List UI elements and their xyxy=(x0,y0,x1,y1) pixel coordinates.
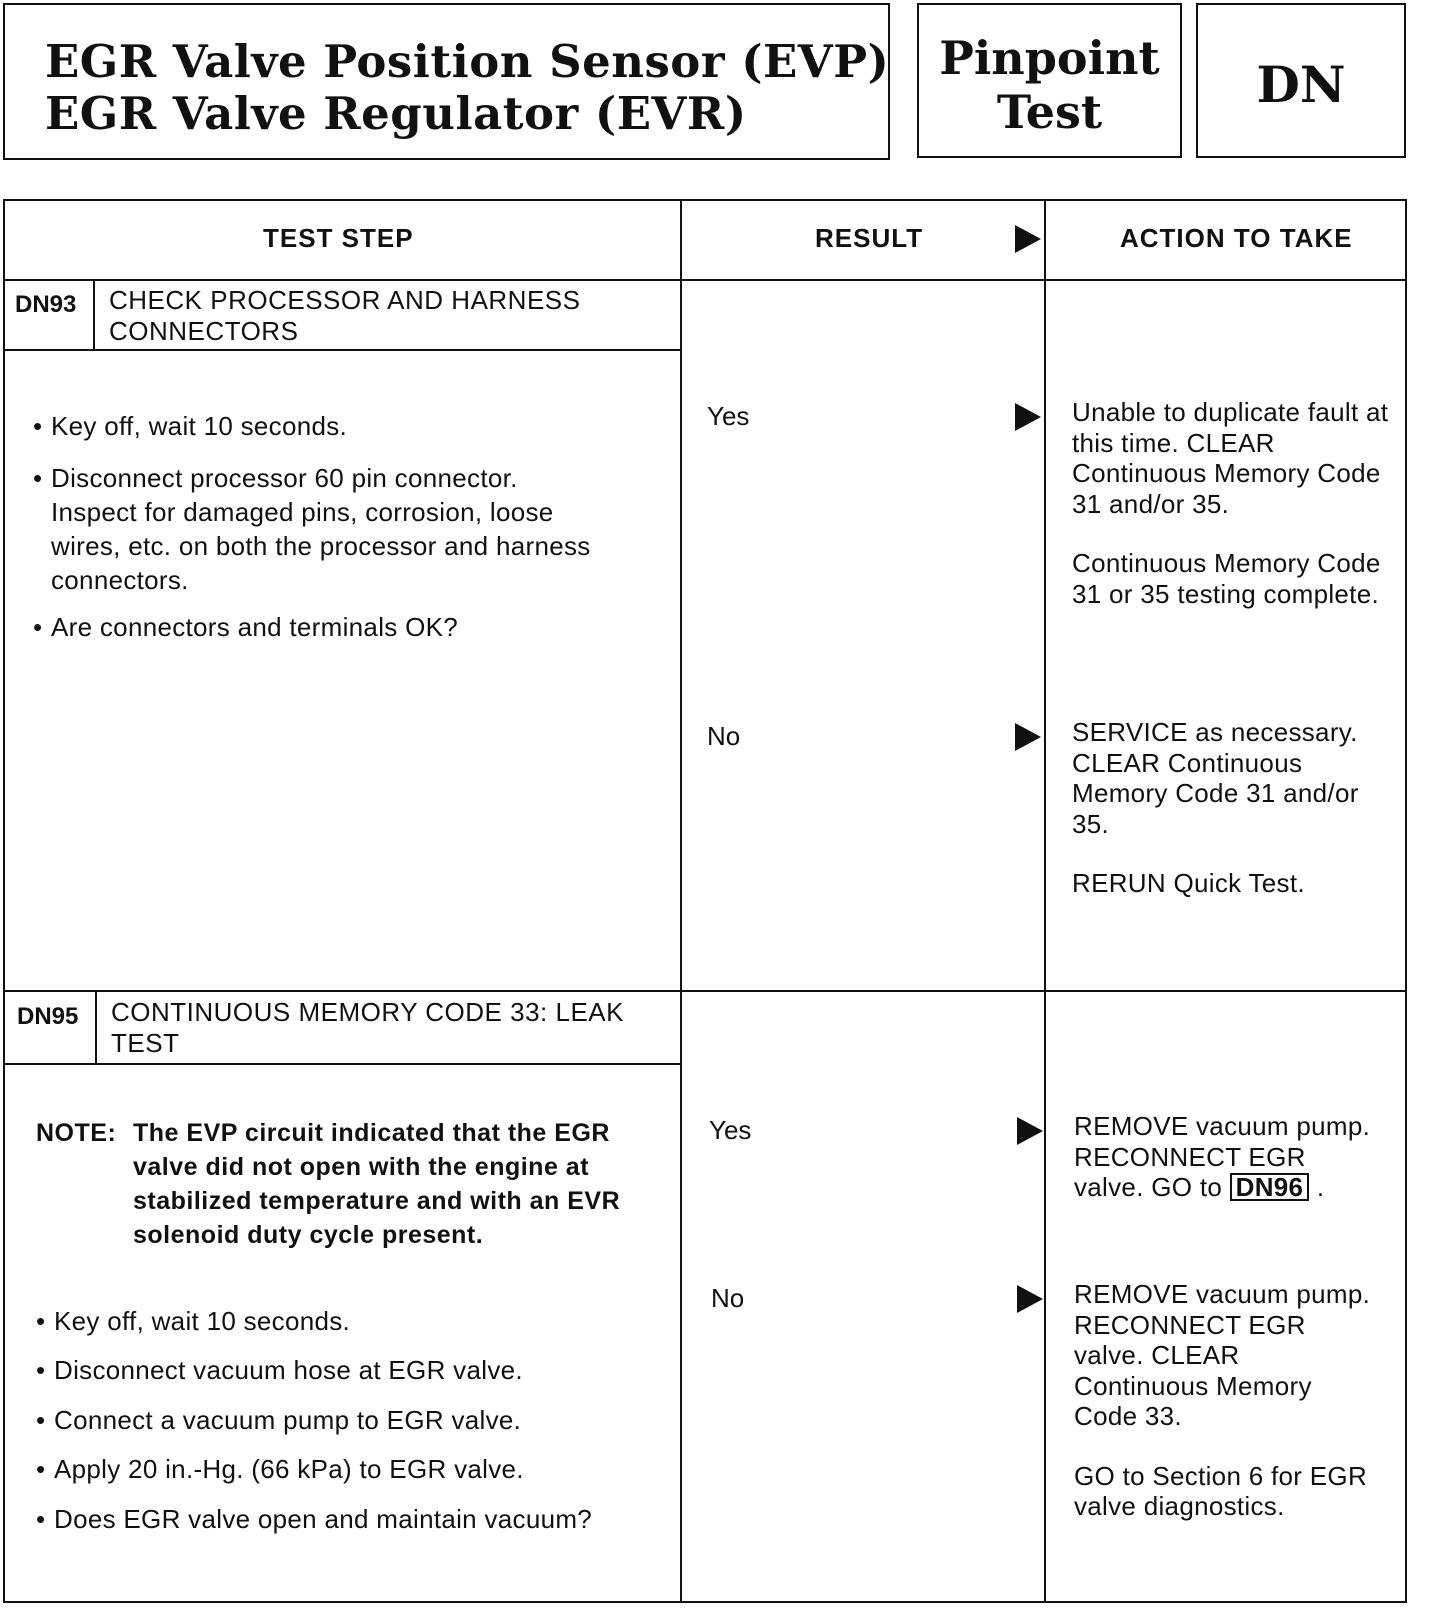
step-id-dn93: DN93 xyxy=(15,291,77,318)
pinpoint-table: TEST STEP RESULT ACTION TO TAKE DN93 CHECK PROCESSOR AND HARNESS CONNECTORS • Key off, wait 10 seconds. • Disconnect processor 60 pin connector. Inspect for damaged pins, corrosion, loose wires, etc. on both the processor and harness connectors. • Are connectors and terminals OK? Yes Unable to duplicate fault at this time. CLEAR Continuous Memory Code 31 and/or 35. Continuous Memory Code 31 or 35 testing complete. No SERVICE as necessary. CLEAR Continuous Memory Code 31 and/or 35. RERUN Quick Test. DN95 CONTINUOUS MEMORY CODE 33: LEAK TEST NOTE: The EVP circuit indicated that the EGR valve did not open with the engine at stabilized temperature and with an EVR solenoid duty cycle present. • Key off, wait 10 seconds. • Disconnect vacuum hose at EGR valve. • Connect a vacuum pump to EGR valve. • Apply 20 in.-Hg. (66 kPa) to EGR valve. • Does EGR valve open and maintain vacuum? Yes REMOVE vacuum pump. RECONNECT EGR valve. GO to DN96 . No REMOVE vacuum pump. RECONNECT EGR valve. CLEAR Continuous Memory Code 33. GO to Section 6 for EGR valve diagnostics. xyxy=(3,199,1407,1603)
header-divider xyxy=(5,279,1405,281)
test-code: DN xyxy=(1256,55,1346,114)
dn95-no-arrow-icon xyxy=(1017,1285,1043,1313)
header-result: RESULT xyxy=(815,223,924,253)
dn95-action-no-text: REMOVE vacuum pump. RECONNECT EGR valve. CLEAR Continuous Memory Code 33. xyxy=(1074,1279,1371,1431)
pinpoint-label: Pinpoint xyxy=(939,31,1160,85)
dn95-note-label: NOTE: xyxy=(36,1119,117,1147)
pinpoint-test-box xyxy=(917,3,1182,158)
header-action: ACTION TO TAKE xyxy=(1120,223,1353,253)
step-title-dn95-line-1: CONTINUOUS MEMORY CODE 33: LEAK xyxy=(111,997,624,1027)
title-line-2: EGR Valve Regulator (EVR) xyxy=(45,87,747,140)
dn93-result-no: No xyxy=(707,721,741,751)
dn95-yes-arrow-icon xyxy=(1017,1117,1043,1145)
step-title-dn93-line-1: CHECK PROCESSOR AND HARNESS xyxy=(109,285,581,315)
title-box xyxy=(3,3,890,160)
step-title-dn93 xyxy=(109,285,580,347)
dn93-action-yes-text-2: Continuous Memory Code 31 or 35 testing complete. xyxy=(1072,548,1381,609)
dn95-id-divider xyxy=(95,990,97,1063)
dn93-id-divider xyxy=(93,279,95,349)
dn93-result-yes: Yes xyxy=(707,401,750,431)
dn93-yes-arrow-icon xyxy=(1015,403,1041,431)
title-line-1: EGR Valve Position Sensor (EVP) xyxy=(45,35,890,88)
header-arrow-icon xyxy=(1015,225,1041,253)
test-label: Test xyxy=(996,85,1103,139)
dn95-title-divider xyxy=(5,1063,682,1065)
header-test-step: TEST STEP xyxy=(263,223,414,253)
dn96-reference-link[interactable]: DN96 xyxy=(1230,1173,1310,1201)
dn95-action-yes xyxy=(1074,1111,1374,1203)
dn93-no-arrow-icon xyxy=(1015,723,1041,751)
step-id-dn95: DN95 xyxy=(17,1003,79,1030)
dn95-action-no-text-2: GO to Section 6 for EGR valve diagnostics. xyxy=(1074,1460,1368,1521)
dn95-action-no xyxy=(1074,1279,1374,1522)
dn93-action-no xyxy=(1072,717,1402,899)
test-code-box xyxy=(1196,3,1406,158)
dn93-action-no-text: SERVICE as necessary. CLEAR Continuous Memory Code 31 and/or 35. xyxy=(1072,717,1359,839)
dn93-action-yes-text: Unable to duplicate fault at this time. CLEAR Continuous Memory Code 31 and/or 35. xyxy=(1072,397,1389,519)
step-title-dn93-line-2: CONNECTORS xyxy=(109,316,299,346)
step-title-dn95-line-2: TEST xyxy=(111,1028,180,1058)
dn95-result-yes: Yes xyxy=(709,1115,752,1145)
dn95-action-yes-suffix: . xyxy=(1316,1172,1325,1202)
column-divider-result xyxy=(680,201,682,1601)
dn93-action-yes xyxy=(1072,397,1402,609)
dn93-title-divider xyxy=(5,349,680,351)
step-title-dn95 xyxy=(111,997,624,1059)
column-divider-action xyxy=(1044,201,1046,1601)
dn95-result-no: No xyxy=(711,1283,745,1313)
dn95-action-yes-text: REMOVE vacuum pump. RECONNECT EGR valve. GO to xyxy=(1074,1111,1371,1202)
dn95-note-text: The EVP circuit indicated that the EGR valve did not open with the engine at stabilized temperature and with an EVR solenoid duty cycle present. xyxy=(133,1119,621,1249)
dn93-action-no-text-2: RERUN Quick Test. xyxy=(1072,868,1305,898)
step-divider xyxy=(5,990,1405,992)
